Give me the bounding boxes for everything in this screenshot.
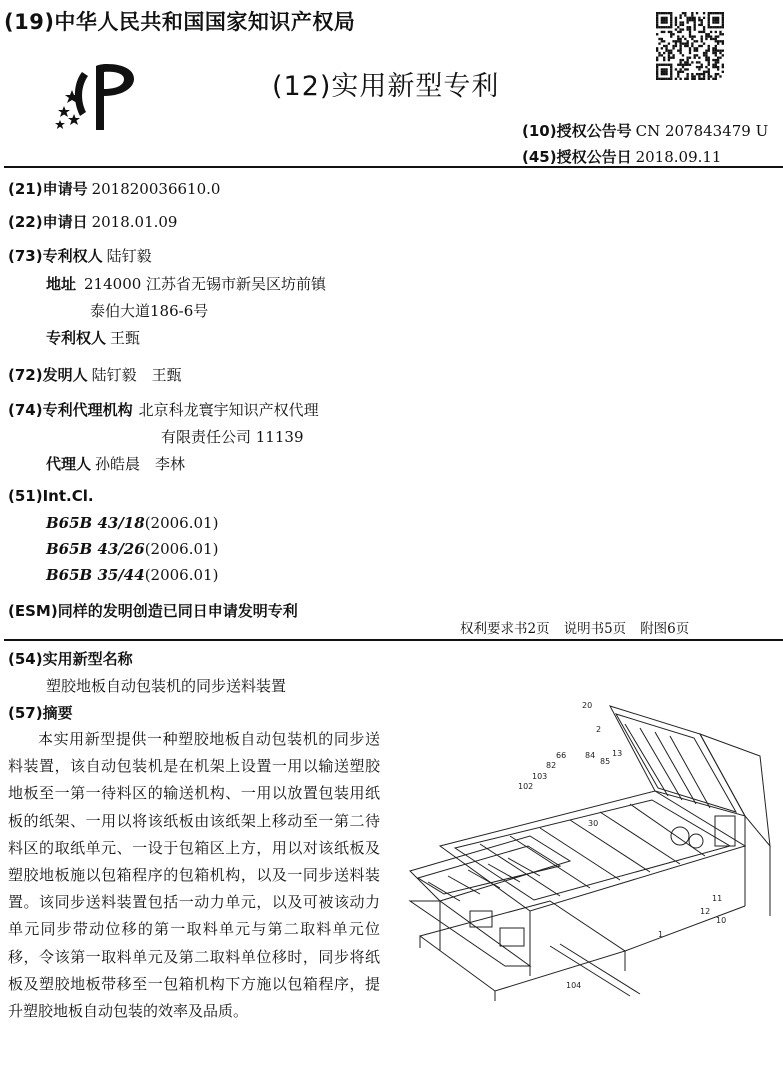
publication-number-label: (10)授权公告号 — [522, 122, 632, 140]
filing-date: 2018.01.09 — [91, 213, 178, 231]
ipc-year: (2006.01) — [144, 566, 219, 584]
esm-text: (ESM)同样的发明创造已同日申请发明专利 — [8, 602, 298, 620]
drawing-label: 102 — [518, 782, 534, 791]
drawing-label: 12 — [700, 907, 711, 916]
application-number: 201820036610.0 — [91, 180, 221, 198]
ipc-entry — [46, 514, 218, 532]
ipc-year: (2006.01) — [144, 540, 219, 558]
drawing-label: 85 — [600, 757, 611, 766]
claims-pages: 权利要求书2页 — [460, 621, 550, 637]
patentee2: 王甄 — [110, 329, 141, 347]
ipc-code: B65B 35/44 — [46, 566, 145, 584]
abstract-text: 本实用新型提供一种塑胶地板自动包装机的同步送料装置，该自动包装机是在机架上设置一用以输送塑胶地板至一第一待料区的输送机构、一用以放置包装用纸板的纸架、一用以将该纸板由该纸架上移动至一第二待料区的取纸单元、一设于包箱区上方，用以对该纸板及塑胶地板施以包箱程序的包箱机构，以及一同步送料装置。该同步送料装置包括一动力单元，以及可被该动力单元同步带动位移的第一取料单元与第二取料单元位移，令该第一取料单元及第二取料单位移时，同步将纸板及塑胶地板带移至一包箱机构下方施以包箱程序，提升塑胶地板自动包装的效率及品质。 — [8, 730, 380, 1021]
utility-model-title: 塑胶地板自动包装机的同步送料装置 — [46, 677, 287, 695]
publication-date-label: (45)授权公告日 — [522, 148, 632, 166]
page-count-note — [460, 617, 703, 637]
address-line-1: 214000 江苏省无锡市新吴区坊前镇 — [84, 275, 327, 293]
description-pages: 说明书5页 — [563, 621, 627, 637]
drawing-label: 82 — [546, 761, 557, 770]
cnipa-logo-icon — [52, 60, 146, 138]
drawing-label: 20 — [582, 701, 593, 710]
office-name: (19)中华人民共和国国家知识产权局 — [4, 10, 356, 34]
patentee2-field — [46, 327, 140, 348]
address-line-2: 泰伯大道186-6号 — [90, 302, 209, 320]
intcl-label: (51)Int.Cl. — [8, 487, 94, 505]
address-label: 地址 — [46, 275, 77, 293]
agents: 孙皓晨 李林 — [95, 455, 186, 473]
ipc-entry — [46, 540, 218, 558]
filing-date-label: (22)申请日 — [8, 213, 88, 231]
agent-field — [46, 453, 185, 474]
drawing-label: 10 — [716, 916, 727, 925]
drawing-label: 1 — [658, 930, 664, 939]
esm-statement — [8, 600, 298, 621]
inventors: 陆钉毅 王甄 — [91, 366, 182, 384]
patentee-label: (73)专利权人 — [8, 247, 103, 265]
abstract-label — [8, 702, 73, 723]
drawing-label: 104 — [566, 981, 582, 990]
application-number-label: (21)申请号 — [8, 180, 88, 198]
qr-code-icon — [656, 12, 724, 80]
ipc-entry — [46, 566, 218, 584]
document-type-title: (12)实用新型专利 — [272, 71, 500, 102]
inventor-field — [8, 364, 182, 385]
drawing-label: 30 — [588, 819, 599, 828]
patentee: 陆钉毅 — [106, 247, 152, 265]
agency-line-2: 有限责任公司 11139 — [161, 428, 304, 446]
ipc-code: B65B 43/26 — [46, 540, 145, 558]
agency-label: (74)专利代理机构 — [8, 401, 133, 419]
drawing-label: 66 — [556, 751, 567, 760]
machine-drawing — [400, 696, 782, 1008]
title-label-text: (54)实用新型名称 — [8, 650, 133, 668]
abstract-label-text: (57)摘要 — [8, 704, 73, 722]
ipc-year: (2006.01) — [144, 514, 219, 532]
publication-date: 2018.09.11 — [635, 148, 722, 166]
section-divider — [4, 639, 783, 641]
publication-date-row — [522, 146, 721, 167]
filing-date-field — [8, 211, 177, 232]
drawing-label: 11 — [712, 894, 723, 903]
drawing-label: 13 — [612, 749, 623, 758]
drawing-labels — [518, 701, 726, 990]
application-number-field — [8, 178, 220, 199]
agency-field — [8, 399, 319, 420]
patentee-field — [8, 245, 152, 266]
address-field — [46, 273, 326, 294]
agency-line-1: 北京科龙寰宇知识产权代理 — [138, 401, 319, 419]
publication-number-row — [522, 120, 768, 141]
publication-number: CN 207843479 U — [635, 122, 769, 140]
drawing-pages: 附图6页 — [640, 621, 690, 637]
drawing-label: 2 — [596, 725, 602, 734]
inventor-label: (72)发明人 — [8, 366, 88, 384]
utility-model-title-label — [8, 648, 133, 669]
drawing-label: 84 — [585, 751, 596, 760]
header-divider — [4, 166, 783, 168]
patentee2-label: 专利权人 — [46, 329, 107, 347]
drawing-label: 103 — [532, 772, 548, 781]
intcl-field — [8, 487, 94, 505]
agent-label: 代理人 — [46, 455, 92, 473]
ipc-code: B65B 43/18 — [46, 514, 145, 532]
